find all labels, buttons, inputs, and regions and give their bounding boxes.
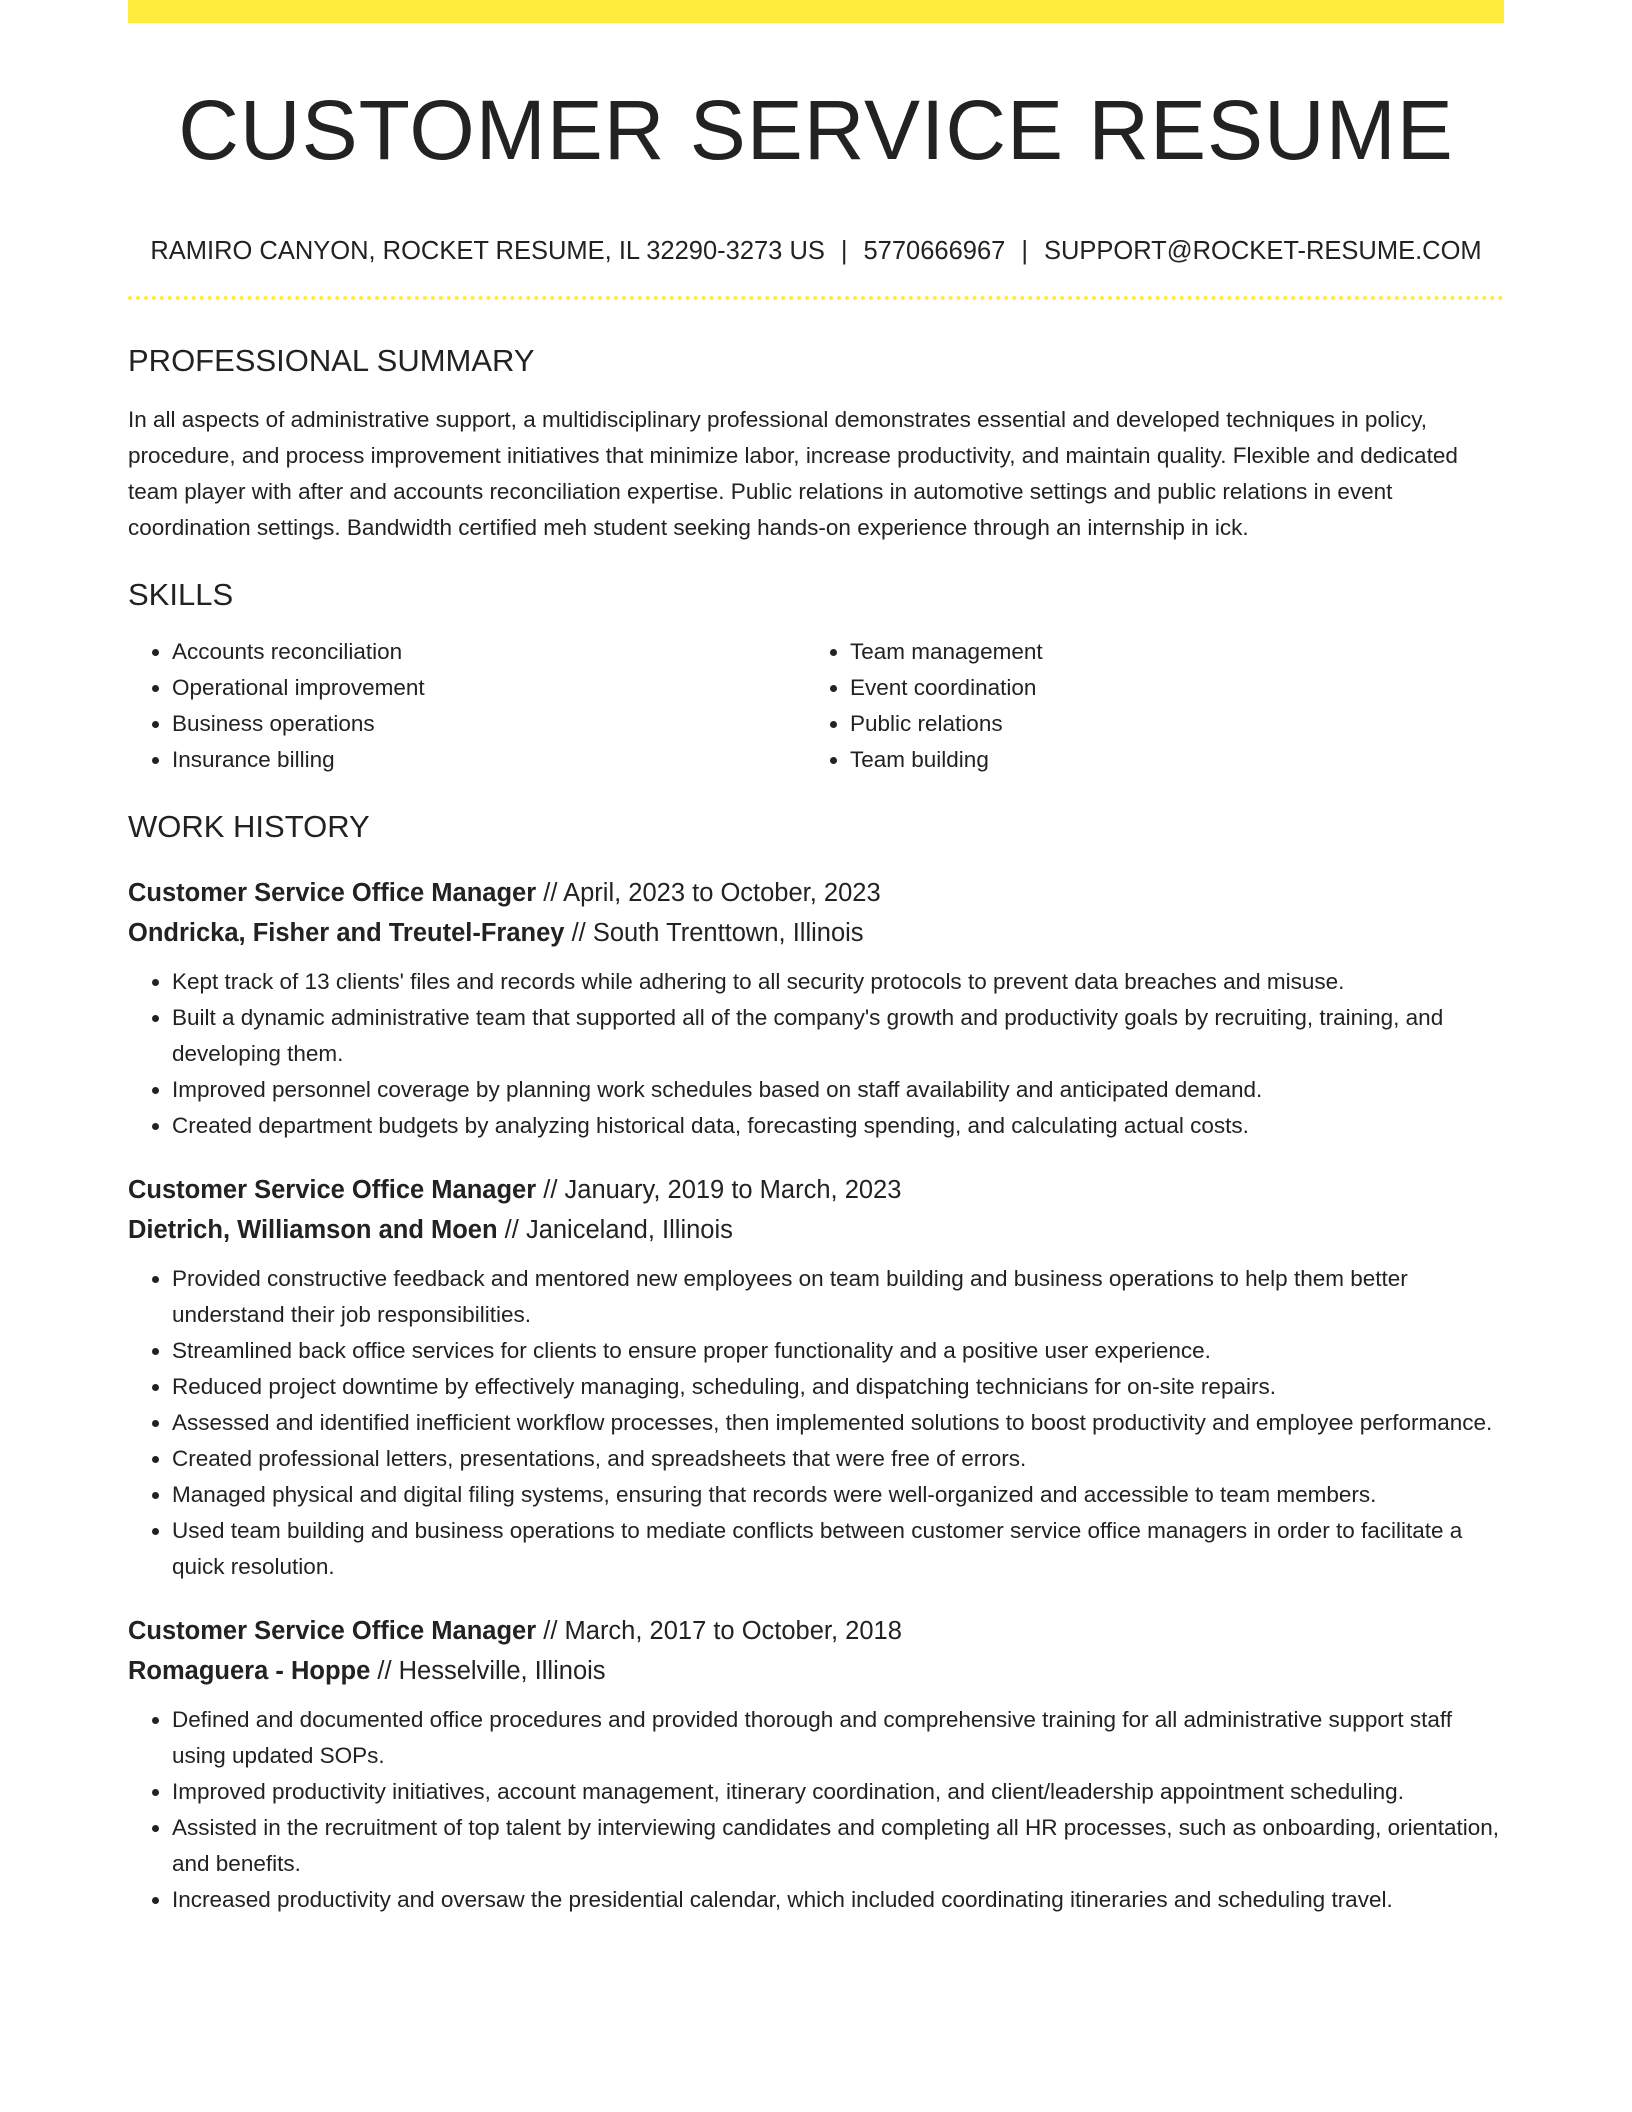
work-history-heading: WORK HISTORY bbox=[128, 809, 370, 844]
job-bullet: • Built a dynamic administrative team that supported all of the company's growth and productivity goals by recruiting, training, and developing them. bbox=[172, 1000, 1504, 1072]
job-dates: January, 2019 to March, 2023 bbox=[564, 1176, 902, 1204]
summary-heading: PROFESSIONAL SUMMARY bbox=[128, 343, 535, 378]
skills-column-right bbox=[806, 634, 1484, 778]
job-role: Customer Service Office Manager bbox=[128, 879, 537, 907]
skill-item: • Public relations bbox=[850, 706, 1484, 742]
skill-item: • Event coordination bbox=[850, 670, 1484, 706]
job-bullet: • Provided constructive feedback and mentored new employees on team building and business operations to help them better understand their job responsibilities. bbox=[172, 1261, 1504, 1333]
job-bullet: • Streamlined back office services for clients to ensure proper functionality and a positive user experience. bbox=[172, 1333, 1504, 1369]
job-bullet: • Improved productivity initiatives, account management, itinerary coordination, and client/leadership appointment scheduling. bbox=[172, 1774, 1504, 1810]
job-company-line bbox=[128, 913, 1504, 953]
job-entry bbox=[128, 1611, 1504, 1918]
contact-phone: 5770666967 bbox=[863, 237, 1006, 265]
job-company: Ondricka, Fisher and Treutel-Franey bbox=[128, 919, 565, 947]
job-location: Hesselville, Illinois bbox=[398, 1657, 606, 1685]
skills-heading: SKILLS bbox=[128, 577, 234, 612]
skills-column-left bbox=[128, 634, 806, 778]
job-bullet: • Created department budgets by analyzing historical data, forecasting spending, and calculating actual costs. bbox=[172, 1108, 1504, 1144]
job-location: South Trenttown, Illinois bbox=[592, 919, 864, 947]
summary-text: In all aspects of administrative support, a multidisciplinary professional demonstrates essential and developed techniques in policy, procedure, and process improvement initiatives that minimize labor, increase productivity, and maintain quality. Flexible and dedicated team player with after and accounts reconciliation expertise. Public relations in automotive settings and public relations in event coordination settings. Bandwidth certified meh student seeking hands-on experience through an internship in ick. bbox=[128, 407, 1458, 540]
resume-content bbox=[128, 0, 1504, 1918]
job-separator: // bbox=[543, 879, 558, 907]
contact-line bbox=[128, 234, 1504, 268]
job-separator: // bbox=[543, 1617, 558, 1645]
job-bullet: • Assessed and identified inefficient workflow processes, then implemented solutions to boost productivity and employee performance. bbox=[172, 1405, 1504, 1441]
skill-item: • Insurance billing bbox=[172, 742, 806, 778]
job-company: Dietrich, Williamson and Moen bbox=[128, 1216, 498, 1244]
skill-item: • Team management bbox=[850, 634, 1484, 670]
job-bullet: • Used team building and business operations to mediate conflicts between customer service office managers in order to facilitate a quick resolution. bbox=[172, 1513, 1504, 1585]
job-separator: // bbox=[543, 1176, 558, 1204]
dotted-divider bbox=[128, 296, 1504, 300]
job-bullet: • Assisted in the recruitment of top talent by interviewing candidates and completing all HR processes, such as onboarding, orientation, and benefits. bbox=[172, 1810, 1504, 1882]
job-bullet: • Increased productivity and oversaw the presidential calendar, which included coordinating itineraries and scheduling travel. bbox=[172, 1882, 1504, 1918]
job-bullet: • Kept track of 13 clients' files and records while adhering to all security protocols to prevent data breaches and misuse. bbox=[172, 964, 1504, 1000]
job-bullet: • Defined and documented office procedures and provided thorough and comprehensive training for all administrative support staff using updated SOPs. bbox=[172, 1702, 1504, 1774]
job-bullets bbox=[128, 1261, 1504, 1585]
job-entry bbox=[128, 1170, 1504, 1585]
skill-item: • Operational improvement bbox=[172, 670, 806, 706]
job-company: Romaguera - Hoppe bbox=[128, 1657, 371, 1685]
contact-separator: | bbox=[840, 237, 848, 265]
job-role-line bbox=[128, 1170, 1504, 1210]
job-role: Customer Service Office Manager bbox=[128, 1617, 537, 1645]
job-location: Janiceland, Illinois bbox=[525, 1216, 733, 1244]
job-bullet: • Managed physical and digital filing systems, ensuring that records were well-organized and accessible to team members. bbox=[172, 1477, 1504, 1513]
job-separator: // bbox=[571, 919, 586, 947]
contact-email: SUPPORT@ROCKET-RESUME.COM bbox=[1043, 237, 1482, 265]
skill-item: • Business operations bbox=[172, 706, 806, 742]
job-role-line bbox=[128, 873, 1504, 913]
job-bullet: • Reduced project downtime by effectively managing, scheduling, and dispatching technicians for on-site repairs. bbox=[172, 1369, 1504, 1405]
job-bullet: • Improved personnel coverage by planning work schedules based on staff availability and anticipated demand. bbox=[172, 1072, 1504, 1108]
job-dates: April, 2023 to October, 2023 bbox=[563, 879, 881, 907]
skills-list bbox=[128, 634, 1504, 778]
skill-item: • Accounts reconciliation bbox=[172, 634, 806, 670]
job-bullets bbox=[128, 1702, 1504, 1918]
job-separator: // bbox=[377, 1657, 392, 1685]
job-entry bbox=[128, 873, 1504, 1144]
contact-separator: | bbox=[1021, 237, 1028, 265]
contact-address: RAMIRO CANYON, ROCKET RESUME, IL 32290-3273 US bbox=[150, 237, 825, 265]
job-separator: // bbox=[504, 1216, 519, 1244]
job-bullets bbox=[128, 964, 1504, 1144]
job-role-line bbox=[128, 1611, 1504, 1651]
job-company-line bbox=[128, 1651, 1504, 1691]
job-role: Customer Service Office Manager bbox=[128, 1176, 537, 1204]
skill-item: • Team building bbox=[850, 742, 1484, 778]
resume-title: CUSTOMER SERVICE RESUME bbox=[178, 83, 1454, 177]
job-dates: March, 2017 to October, 2018 bbox=[564, 1617, 902, 1645]
job-bullet: • Created professional letters, presentations, and spreadsheets that were free of errors. bbox=[172, 1441, 1504, 1477]
job-company-line bbox=[128, 1210, 1504, 1250]
